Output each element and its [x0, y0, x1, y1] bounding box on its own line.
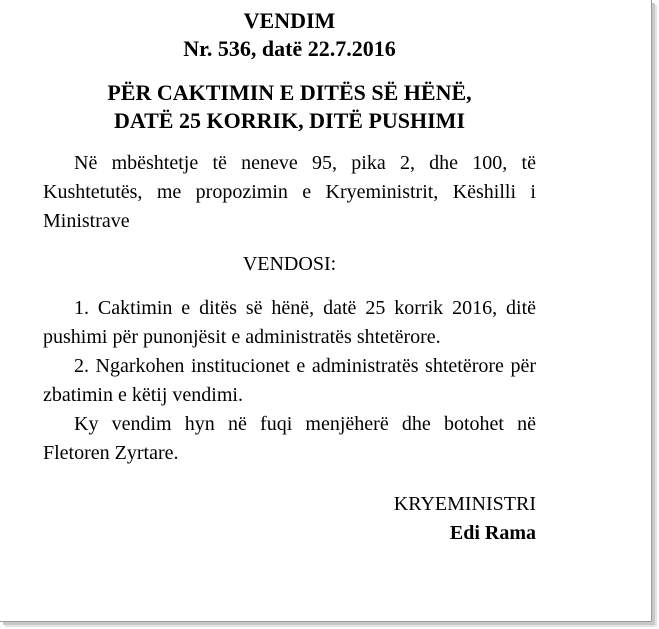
- decision-label: VENDIM: [243, 8, 336, 33]
- decision-item-2: 2. Ngarkohen institucionet e administratës shtetërore për zbatimin e këtij vendimi.: [43, 355, 536, 406]
- decision-document: [43, 0, 536, 548]
- closing-paragraph: Ky vendim hyn në fuqi menjëherë dhe botohet në Fletoren Zyrtare.: [43, 413, 536, 464]
- signatory-title: KRYEMINISTRI: [393, 493, 536, 515]
- decision-title-line-1: PËR CAKTIMIN E DITËS SË HËNË,: [107, 80, 472, 105]
- decision-title-line-2: DATË 25 KORRIK, DITË PUSHIMI: [113, 108, 466, 133]
- decides-heading: VENDOSI:: [242, 253, 337, 275]
- signatory-name: Edi Rama: [449, 522, 536, 544]
- decision-item-1: 1. Caktimin e ditës së hënë, datë 25 korrik 2016, ditë pushimi për punonjësit e administratës shtetërore.: [43, 297, 536, 348]
- decision-number-date: Nr. 536, datë 22.7.2016: [183, 36, 396, 61]
- legal-basis-paragraph: Në mbështetje të neneve 95, pika 2, dhe 100, të Kushtetutës, me propozimin e Kryeministrit, Këshilli i Ministrave: [43, 152, 536, 232]
